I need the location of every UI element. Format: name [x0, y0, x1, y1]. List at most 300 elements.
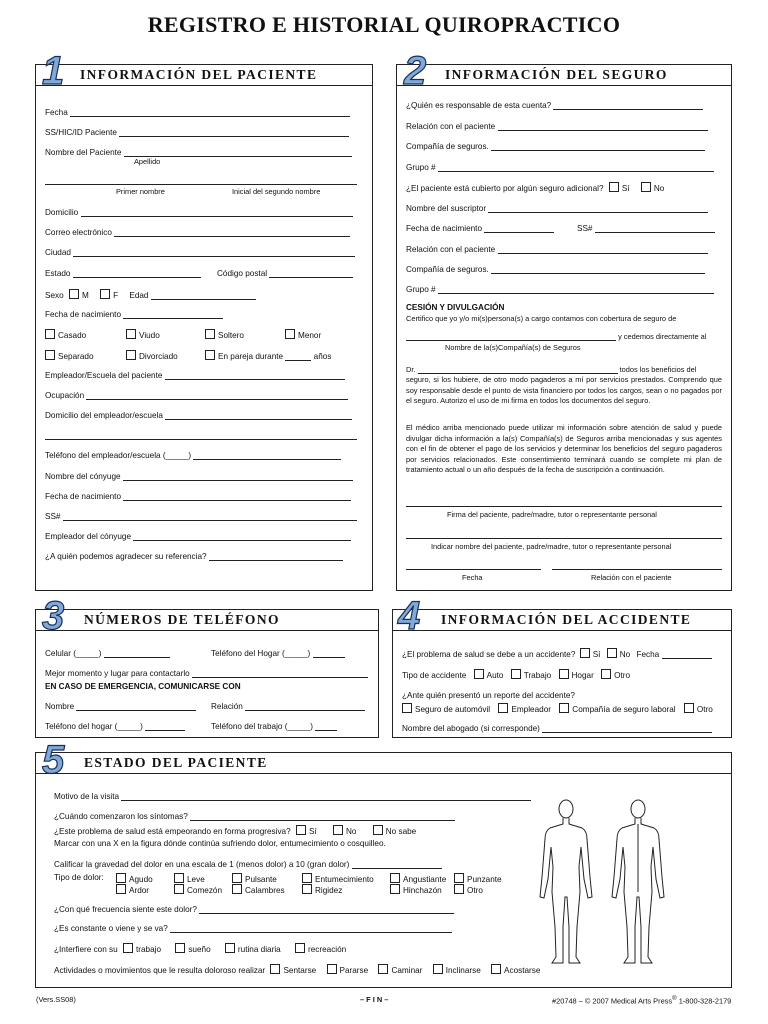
- date-relation-line: [406, 560, 722, 570]
- input-line[interactable]: [86, 390, 348, 400]
- section-phone-numbers: [35, 609, 379, 738]
- label: ¿A quién podemos agradecer su referencia?: [45, 552, 207, 561]
- label: Dr.: [406, 365, 416, 374]
- checkbox-caminar[interactable]: [378, 964, 388, 974]
- field-ss: [45, 127, 349, 137]
- input-line[interactable]: [70, 107, 350, 117]
- field-dr: [406, 364, 696, 374]
- checkbox-trabajo[interactable]: [123, 943, 133, 953]
- checkbox[interactable]: [126, 329, 136, 339]
- checkbox-si[interactable]: [580, 648, 590, 658]
- field-fnac: [406, 223, 554, 233]
- input-line[interactable]: [315, 721, 337, 731]
- pain-entumecimiento[interactable]: [302, 873, 374, 884]
- input-line[interactable]: [119, 127, 349, 137]
- option-pareja[interactable]: [205, 350, 331, 361]
- checkbox-trabajo[interactable]: [511, 669, 521, 679]
- input-line[interactable]: [209, 551, 343, 561]
- input-line[interactable]: [73, 247, 355, 257]
- label: Sí: [621, 184, 630, 193]
- checkbox-automovil[interactable]: [402, 703, 412, 713]
- label: Hogar: [571, 671, 594, 680]
- sublabel-primer: Primer nombre: [116, 187, 165, 196]
- input-line[interactable]: [165, 370, 345, 380]
- label: todos los beneficios del: [619, 365, 697, 374]
- pain-punzante[interactable]: [454, 873, 502, 884]
- label: Fecha: [636, 650, 660, 659]
- field-domicilio: [45, 207, 353, 217]
- field-frecuencia: [54, 904, 454, 914]
- checkbox-acostarse[interactable]: [491, 964, 501, 974]
- label: Grupo #: [406, 285, 436, 294]
- pain-calambres[interactable]: [232, 884, 285, 895]
- cesion-text-1: Certifico que yo y/o mi(s)persona(s) a cargo contamos con cobertura de seguro de: [406, 314, 677, 323]
- field-telemp: [45, 450, 341, 460]
- signature-label: Firma del paciente, padre/madre, tutor o representante personal: [447, 510, 657, 519]
- label: Estado: [45, 269, 71, 278]
- field-motivo: [54, 791, 531, 801]
- input-line[interactable]: [76, 701, 196, 711]
- checkbox[interactable]: [205, 350, 215, 360]
- field-teltrabajo: [211, 721, 337, 731]
- field-fecha: [45, 107, 350, 117]
- label: Motivo de la visita: [54, 792, 120, 801]
- input-line[interactable]: [124, 147, 352, 157]
- input-line[interactable]: [121, 791, 531, 801]
- label: Empleador del cónyuge: [45, 532, 132, 541]
- label: trabajo: [136, 945, 162, 954]
- label: Soltero: [218, 331, 244, 340]
- checkbox-f[interactable]: [100, 289, 110, 299]
- option-divorciado[interactable]: [126, 350, 178, 361]
- input-line[interactable]: [73, 268, 201, 278]
- label: SS#: [45, 512, 61, 521]
- input-line[interactable]: [352, 859, 442, 869]
- field-responsable: [406, 100, 703, 110]
- field-telhogar: [45, 721, 185, 731]
- area-code: (_____): [282, 649, 311, 658]
- label: ¿El problema de salud se debe a un accidente?: [402, 650, 576, 659]
- input-line[interactable]: [553, 100, 703, 110]
- label: M: [81, 291, 89, 300]
- label: Angustiante: [403, 875, 447, 884]
- label: rutina diaria: [237, 945, 281, 954]
- label: F: [113, 291, 119, 300]
- label: Fecha de nacimiento: [45, 492, 122, 501]
- label: Agudo: [129, 875, 153, 884]
- input-line[interactable]: [192, 668, 368, 678]
- pain-otro[interactable]: [454, 884, 483, 895]
- input-line[interactable]: [438, 162, 714, 172]
- checkbox[interactable]: [174, 884, 184, 894]
- option-viudo[interactable]: [126, 329, 160, 340]
- input-line[interactable]: [45, 430, 357, 440]
- field-gravedad: [54, 859, 442, 869]
- section-number: 1: [42, 49, 65, 93]
- input-line[interactable]: [488, 203, 708, 213]
- cesion-heading: CESIÓN Y DIVULGACIÓN: [406, 303, 505, 312]
- cesion-paragraph-2: El médico arriba mencionado puede utilizar mi información sobre atención de salud y puede divulgar dicha información a la(s) Compañía(s) de Seguros arriba mencionadas y sus agentes con el fin de obtener el pago de los servicios y determinar los beneficios del seguro pagaderos por servicios relacionados. Este consentimiento terminará cuando se complete mi plan de tratamiento actual o un año después de la fecha de suscripción a continuación.: [406, 423, 722, 474]
- field-domemp-line2: [45, 430, 357, 440]
- input-line[interactable]: [123, 491, 351, 501]
- pain-pulsante[interactable]: [232, 873, 277, 884]
- input-line[interactable]: [491, 264, 705, 274]
- option-soltero[interactable]: [205, 329, 244, 340]
- label: No: [653, 184, 665, 193]
- input-line[interactable]: [114, 227, 350, 237]
- label: SS#: [577, 224, 593, 233]
- input-line[interactable]: [269, 268, 353, 278]
- pain-type-label: Tipo de dolor:: [54, 873, 104, 882]
- label: Empleador: [511, 705, 551, 714]
- checkbox[interactable]: [126, 350, 136, 360]
- input-line[interactable]: [193, 450, 341, 460]
- checkbox[interactable]: [390, 884, 400, 894]
- label: Fecha: [45, 108, 68, 117]
- checkbox[interactable]: [232, 884, 242, 894]
- name-label: Indicar nombre del paciente, padre/madre, tutor o representante personal: [431, 542, 672, 551]
- field-nombre: [45, 147, 352, 157]
- checkbox[interactable]: [116, 873, 126, 883]
- input-line[interactable]: [484, 223, 554, 233]
- checkbox-pararse[interactable]: [327, 964, 337, 974]
- label: Rigidez: [315, 886, 343, 895]
- input-line[interactable]: [63, 511, 357, 521]
- field-estado: [45, 268, 201, 278]
- label: Hinchazón: [403, 886, 442, 895]
- field-constante: [54, 923, 452, 933]
- name-line: [406, 529, 722, 539]
- label: Teléfono del hogar: [45, 722, 113, 731]
- label: Otro: [614, 671, 631, 680]
- section-patient-status: [35, 752, 732, 988]
- pain-leve[interactable]: [174, 873, 205, 884]
- label: Tipo de accidente: [402, 671, 467, 680]
- field-relacion: [406, 121, 708, 131]
- label: Trabajo: [523, 671, 552, 680]
- section-title: INFORMACIÓN DEL ACCIDENTE: [441, 612, 692, 627]
- label: Otro: [696, 705, 713, 714]
- input-line[interactable]: [542, 723, 712, 733]
- label: Relación: [211, 702, 243, 711]
- input-line[interactable]: [104, 648, 170, 658]
- pain-rigidez[interactable]: [302, 884, 342, 895]
- label: Código postal: [217, 269, 268, 278]
- label: Grupo #: [406, 163, 436, 172]
- label: Nombre del cónyuge: [45, 472, 121, 481]
- input-line[interactable]: [190, 811, 455, 821]
- pain-hinchazon[interactable]: [390, 884, 442, 895]
- input-line[interactable]: [406, 331, 616, 341]
- option-casado[interactable]: [45, 329, 86, 340]
- pain-comezon[interactable]: [174, 884, 222, 895]
- label: Sí: [308, 827, 317, 836]
- instruction-marcar: Marcar con una X en la figura dónde continúa sufriendo dolor, entumecimiento o cosquilleo.: [54, 839, 386, 848]
- body-figure-front[interactable]: [536, 797, 596, 967]
- checkbox-hogar[interactable]: [559, 669, 569, 679]
- field-abogado: [402, 723, 712, 733]
- label: Relación con el paciente: [406, 122, 496, 131]
- checkbox[interactable]: [232, 873, 242, 883]
- checkbox[interactable]: [205, 329, 215, 339]
- input-line[interactable]: [406, 560, 541, 570]
- label: ¿Es constante o viene y se va?: [54, 924, 168, 933]
- field-nombre-line2: [45, 175, 357, 185]
- pain-ardor[interactable]: [116, 884, 149, 895]
- field-suscriptor: [406, 203, 708, 213]
- emergency-heading: EN CASO DE EMERGENCIA, COMUNICARSE CON: [45, 682, 241, 691]
- option-separado[interactable]: [45, 350, 94, 361]
- label: Celular: [45, 649, 71, 658]
- field-cp: [217, 268, 353, 278]
- label: Sentarse: [283, 966, 317, 975]
- label: ¿El paciente está cubierto por algún seguro adicional?: [406, 184, 604, 193]
- field-fnac2: [45, 491, 351, 501]
- input-line[interactable]: [199, 904, 454, 914]
- label: ¿Cuándo comenzaron los síntomas?: [54, 812, 188, 821]
- section-accident-info: [392, 609, 732, 738]
- field-tipo: [402, 669, 630, 680]
- checkbox-si[interactable]: [296, 825, 306, 835]
- checkbox[interactable]: [454, 873, 464, 883]
- label: Nombre del Paciente: [45, 148, 122, 157]
- field-reporte-options: [402, 703, 713, 714]
- label: No: [619, 650, 631, 659]
- label: No sabe: [385, 827, 417, 836]
- section-number: 2: [404, 49, 427, 93]
- checkbox-nosabe[interactable]: [373, 825, 383, 835]
- label: Comezón: [187, 886, 223, 895]
- label: recreación: [307, 945, 347, 954]
- label: Sexo: [45, 291, 64, 300]
- checkbox[interactable]: [116, 884, 126, 894]
- checkbox-laboral[interactable]: [559, 703, 569, 713]
- field-actividades: [54, 964, 540, 975]
- field-problema: [402, 648, 712, 659]
- registered-mark: ®: [672, 995, 677, 1002]
- label: Inclinarse: [445, 966, 481, 975]
- field-grupo2: [406, 284, 714, 294]
- input-line[interactable]: [595, 223, 715, 233]
- checkbox[interactable]: [302, 884, 312, 894]
- field-fnac: [45, 309, 223, 319]
- section-number: 4: [398, 594, 421, 638]
- label: Menor: [298, 331, 322, 340]
- copyright-text: #20748 – © 2007 Medical Arts Press: [552, 996, 673, 1006]
- input-line[interactable]: [498, 121, 708, 131]
- label: Acostarse: [504, 966, 541, 975]
- sublabel-apellido: Apellido: [134, 157, 161, 166]
- label: ¿Con qué frecuencia siente este dolor?: [54, 905, 197, 914]
- label: Nombre: [45, 702, 75, 711]
- input-line[interactable]: [491, 141, 705, 151]
- label: ¿Ante quién presentó un reporte del accidente?: [402, 691, 575, 700]
- field-cuando: [54, 811, 455, 821]
- label: Ciudad: [45, 248, 71, 257]
- relation-label: Relación con el paciente: [591, 573, 672, 582]
- pain-angustiante[interactable]: [390, 873, 446, 884]
- checkbox[interactable]: [302, 873, 312, 883]
- checkbox-no[interactable]: [607, 648, 617, 658]
- checkbox-m[interactable]: [69, 289, 79, 299]
- field-compania: [406, 141, 705, 151]
- section-title: ESTADO DEL PACIENTE: [84, 755, 268, 770]
- field-mejor: [45, 668, 368, 678]
- field-celular: [45, 648, 170, 658]
- label: Correo electrónico: [45, 228, 112, 237]
- body-figure-back[interactable]: [608, 797, 668, 967]
- section-title: NÚMEROS DE TELÉFONO: [84, 612, 280, 627]
- label: Divorciado: [139, 352, 178, 361]
- label: Sí: [592, 650, 601, 659]
- checkbox-sueno[interactable]: [175, 943, 185, 953]
- input-line[interactable]: [406, 529, 722, 539]
- label: Viudo: [139, 331, 160, 340]
- section-patient-info: [35, 64, 373, 591]
- label: ¿Este problema de salud está empeorando en forma progresiva?: [54, 827, 291, 836]
- label: Calambres: [245, 886, 285, 895]
- checkbox[interactable]: [174, 873, 184, 883]
- label: Nombre del abogado (si corresponde): [402, 724, 540, 733]
- label: Casado: [58, 331, 87, 340]
- date-label: Fecha: [462, 573, 483, 582]
- checkbox[interactable]: [454, 884, 464, 894]
- label: Edad: [129, 291, 149, 300]
- input-line[interactable]: [245, 701, 365, 711]
- input-line[interactable]: [498, 244, 708, 254]
- checkbox[interactable]: [45, 350, 55, 360]
- area-code: (_____): [284, 722, 313, 731]
- label: Fecha de nacimiento: [406, 224, 483, 233]
- option-menor[interactable]: [285, 329, 321, 340]
- checkbox[interactable]: [45, 329, 55, 339]
- label: ¿Interfiere con su: [54, 945, 118, 954]
- input-line[interactable]: [133, 531, 351, 541]
- label: Compañía de seguro laboral: [572, 705, 676, 714]
- field-relacion2: [406, 244, 708, 254]
- checkbox[interactable]: [285, 329, 295, 339]
- checkbox-no[interactable]: [333, 825, 343, 835]
- input-line[interactable]: [313, 648, 345, 658]
- label: Leve: [187, 875, 205, 884]
- checkbox-sentarse[interactable]: [270, 964, 280, 974]
- label: Relación con el paciente: [406, 245, 496, 254]
- label: Punzante: [467, 875, 502, 884]
- label: Auto: [486, 671, 504, 680]
- checkbox-no[interactable]: [641, 182, 651, 192]
- checkbox-otro2[interactable]: [684, 703, 694, 713]
- input-line[interactable]: [406, 497, 722, 507]
- label: Pararse: [339, 966, 369, 975]
- label: ¿Quién es responsable de esta cuenta?: [406, 101, 552, 110]
- label: Teléfono del trabajo: [211, 722, 283, 731]
- input-line[interactable]: [170, 923, 452, 933]
- field-grupo: [406, 162, 714, 172]
- label: Empleador/Escuela del paciente: [45, 371, 163, 380]
- field-correo: [45, 227, 350, 237]
- label: Calificar la gravedad del dolor en una escala de 1 (menos dolor) a 10 (gran dolor): [54, 860, 350, 869]
- label: SS/HIC/ID Paciente: [45, 128, 117, 137]
- input-line[interactable]: [438, 284, 714, 294]
- label: Nombre del suscriptor: [406, 204, 487, 213]
- field-ss2: [45, 511, 357, 521]
- input-line[interactable]: [81, 207, 353, 217]
- section-insurance-info: [396, 64, 732, 591]
- label: Actividades o movimientos que le resulta doloroso realizar: [54, 966, 266, 975]
- area-code: (_____): [162, 451, 192, 460]
- sublabel-inicial: Inicial del segundo nombre: [232, 187, 321, 196]
- cesion-text-3: Nombre de la(s)Compañía(s) de Seguros: [445, 343, 581, 352]
- checkbox-inclinarse[interactable]: [433, 964, 443, 974]
- field-adicional: [406, 182, 664, 193]
- checkbox-rutina[interactable]: [225, 943, 235, 953]
- field-ocupacion: [45, 390, 348, 400]
- label: Ocupación: [45, 391, 85, 400]
- label: Mejor momento y lugar para contactarlo: [45, 669, 190, 678]
- label: Domicilio del empleador/escuela: [45, 411, 163, 420]
- pain-agudo[interactable]: [116, 873, 153, 884]
- field-interfiere: [54, 943, 346, 954]
- field-nombre: [45, 701, 196, 711]
- area-code: (_____): [114, 722, 143, 731]
- input-line[interactable]: [123, 471, 353, 481]
- label: Seguro de automóvil: [415, 705, 491, 714]
- label: Domicilio: [45, 208, 79, 217]
- field-ssn: [577, 223, 715, 233]
- section-title: INFORMACIÓN DEL SEGURO: [445, 67, 668, 82]
- input-line[interactable]: [662, 649, 712, 659]
- field-reporte: [402, 691, 575, 700]
- signature-line: [406, 497, 722, 507]
- label: Compañía de seguros.: [406, 142, 489, 151]
- input-line[interactable]: [151, 290, 256, 300]
- input-line[interactable]: [45, 175, 357, 185]
- field-sexo: [45, 289, 256, 300]
- checkbox-si[interactable]: [609, 182, 619, 192]
- label: y cedemos directamente al: [618, 332, 707, 341]
- label: Separado: [58, 352, 94, 361]
- checkbox-recreacion[interactable]: [295, 943, 305, 953]
- checkbox-otro[interactable]: [601, 669, 611, 679]
- section-number: 5: [42, 738, 65, 782]
- label: Ardor: [129, 886, 150, 895]
- page-title: REGISTRO E HISTORIAL QUIROPRACTICO: [147, 12, 621, 37]
- area-code: (_____): [73, 649, 102, 658]
- label: No: [345, 827, 357, 836]
- checkbox-auto[interactable]: [474, 669, 484, 679]
- input-line[interactable]: [145, 721, 185, 731]
- footer-end: – F I N –: [360, 995, 389, 1004]
- footer-version: (Vers.SS08): [36, 995, 76, 1004]
- label: sueño: [188, 945, 211, 954]
- section-number: 3: [42, 594, 65, 638]
- input-line[interactable]: [552, 560, 722, 570]
- input-line[interactable]: [165, 410, 352, 420]
- phone-text: 1-800-328-2179: [678, 996, 732, 1006]
- checkbox-empleador[interactable]: [498, 703, 508, 713]
- input-line[interactable]: [285, 351, 311, 361]
- input-line[interactable]: [123, 309, 223, 319]
- label: Pulsante: [245, 875, 277, 884]
- footer-copyright: [552, 995, 731, 1005]
- field-conyuge: [45, 471, 353, 481]
- field-domemp: [45, 410, 352, 420]
- checkbox[interactable]: [390, 873, 400, 883]
- field-referencia: [45, 551, 343, 561]
- label: Teléfono del Hogar: [211, 649, 280, 658]
- input-line[interactable]: [418, 364, 618, 374]
- label: Otro: [467, 886, 483, 895]
